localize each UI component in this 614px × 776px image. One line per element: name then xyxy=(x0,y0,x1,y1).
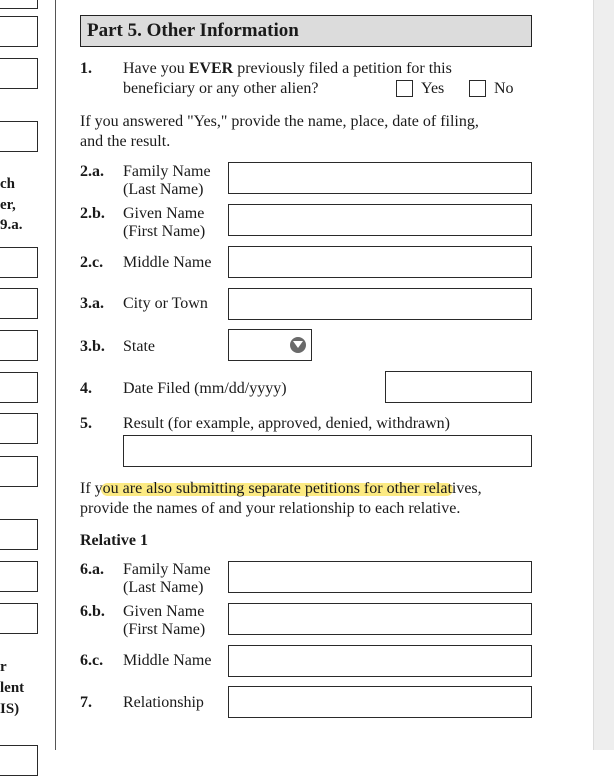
left-field-12[interactable] xyxy=(0,561,38,592)
q1-question-line1 xyxy=(123,60,452,78)
relative-given-name-input[interactable] xyxy=(228,603,532,635)
left-field-7[interactable] xyxy=(0,330,38,361)
q6c-label: Middle Name xyxy=(123,652,212,669)
q4-label: Date Filed (mm/dd/yyyy) xyxy=(123,380,287,397)
section-title: Part 5. Other Information xyxy=(87,20,299,41)
q6b-label-line2: (First Name) xyxy=(123,621,206,638)
section-header xyxy=(80,15,532,47)
no-label: No xyxy=(494,80,514,97)
q2a-label-line1: Family Name xyxy=(123,163,211,180)
left-field-3[interactable] xyxy=(0,58,38,89)
instruction-1-line1: If you answered "Yes," provide the name, place, date of filing, xyxy=(80,113,479,130)
instruction-1-line2: and the result. xyxy=(80,133,171,150)
q1-number: 1. xyxy=(80,60,92,77)
q3b-label: State xyxy=(123,338,155,355)
q2c-label: Middle Name xyxy=(123,254,212,271)
page-edge xyxy=(593,0,614,750)
left-field-4[interactable] xyxy=(0,121,38,152)
date-filed-input[interactable] xyxy=(385,371,532,403)
instruction-2-line1: If you are also submitting separate petitions for other relatives, xyxy=(80,480,482,497)
q2a-label-line2: (Last Name) xyxy=(123,181,204,198)
q1-text-pre: Have you xyxy=(123,60,189,77)
city-input[interactable] xyxy=(228,288,532,320)
left-field-6[interactable] xyxy=(0,288,38,319)
q2b-number: 2.b. xyxy=(80,205,105,222)
q1-question-line2: beneficiary or any other alien? xyxy=(123,80,319,97)
q4-number: 4. xyxy=(80,380,92,397)
given-name-input[interactable] xyxy=(228,204,532,236)
left-fragment-6: IS) xyxy=(0,701,20,717)
left-fragment-2: er, xyxy=(0,197,16,213)
left-fragment-4: r xyxy=(0,659,7,675)
q2b-label-line1: Given Name xyxy=(123,205,205,222)
q3a-label: City or Town xyxy=(123,295,208,312)
q6a-label-line2: (Last Name) xyxy=(123,579,204,596)
q2c-number: 2.c. xyxy=(80,254,104,271)
q5-number: 5. xyxy=(80,415,92,432)
left-field-5[interactable] xyxy=(0,247,38,278)
result-input[interactable] xyxy=(123,435,532,467)
middle-name-input[interactable] xyxy=(228,246,532,278)
q5-label: Result (for example, approved, denied, withdrawn) xyxy=(123,415,451,432)
family-name-input[interactable] xyxy=(228,162,532,194)
column-divider xyxy=(55,0,56,750)
left-field-11[interactable] xyxy=(0,519,38,550)
relationship-input[interactable] xyxy=(228,686,532,718)
q3b-number: 3.b. xyxy=(80,338,105,355)
q6a-number: 6.a. xyxy=(80,561,104,578)
yes-checkbox[interactable] xyxy=(396,80,413,97)
left-fragment-5: lent xyxy=(0,680,25,696)
no-checkbox[interactable] xyxy=(469,80,486,97)
left-fragment-1: ch xyxy=(0,176,15,192)
q6a-label-line1: Family Name xyxy=(123,561,211,578)
chevron-down-icon[interactable] xyxy=(290,337,306,353)
left-field-10[interactable] xyxy=(0,456,38,487)
q6b-label-line1: Given Name xyxy=(123,603,205,620)
q2b-label-line2: (First Name) xyxy=(123,223,206,240)
relative-middle-name-input[interactable] xyxy=(228,645,532,677)
q1-text-bold: EVER xyxy=(188,60,234,77)
q7-number: 7. xyxy=(80,694,92,711)
left-fragment-3: 9.a. xyxy=(0,217,23,233)
left-field-1[interactable] xyxy=(0,0,38,9)
q1-text-post: previously filed a petition for this xyxy=(233,60,452,77)
q6c-number: 6.c. xyxy=(80,652,104,669)
left-field-8[interactable] xyxy=(0,372,38,403)
yes-label: Yes xyxy=(421,80,445,97)
left-field-9[interactable] xyxy=(0,413,38,444)
q7-label: Relationship xyxy=(123,694,204,711)
instruction-2-line2: provide the names of and your relationship to each relative. xyxy=(80,500,461,517)
q2a-number: 2.a. xyxy=(80,163,104,180)
q3a-number: 3.a. xyxy=(80,295,104,312)
q6b-number: 6.b. xyxy=(80,603,105,620)
left-field-2[interactable] xyxy=(0,16,38,47)
left-field-13[interactable] xyxy=(0,603,38,634)
relative-heading: Relative 1 xyxy=(80,532,148,549)
relative-family-name-input[interactable] xyxy=(228,561,532,593)
